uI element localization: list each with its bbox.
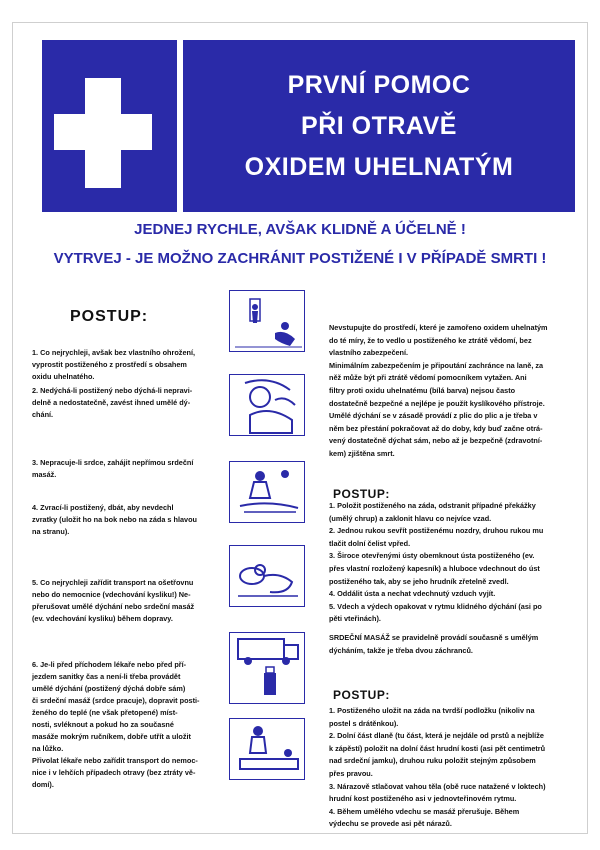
step-line: nice i v lehčích případech otravy (bez ztráty vě- (32, 768, 196, 777)
text-line: hrudní kost postiženého asi v jednovteřinovém rytmu. (329, 794, 517, 804)
step-line: nebo do nemocnice (vdechování kysliku!) Ne- (32, 590, 191, 599)
text-line: postel s drátěnkou). (329, 718, 399, 728)
left-step-2 (32, 385, 214, 421)
text-line: 3. Nárazově stlačovat vahou těla (obě ruce natažené v loktech) (329, 781, 546, 791)
left-step-5 (32, 577, 214, 625)
rescue-scene-icon (229, 290, 305, 352)
heart-massage-icon (229, 461, 305, 523)
step-line: 3. Nepracuje-li srdce, zahájit nepřímou srdeční (32, 458, 194, 467)
title-line-3: OXIDEM UHELNATÝM (244, 152, 514, 181)
ambulance-oxygen-icon (229, 632, 305, 704)
header (42, 40, 575, 212)
right-postup-1 (329, 500, 567, 626)
text-line: vlastního zabezpečení. (329, 348, 409, 358)
step-line: jezdem sanitky čas a není-li třeba provádět (32, 672, 181, 681)
text-line: 2. Jednou rukou sevřít postiženému nozdry, druhou rukou mu (329, 526, 544, 536)
text-line: 3. Široce otevřenými ústy obemknout ústa postiženého (ev. (329, 551, 535, 561)
step-line: 2. Nedýchá-li postižený nebo dýchá-li nepravi- (32, 386, 193, 395)
step-line: masáž. (32, 470, 57, 479)
step-line: (ev. vdechování kysliku) během dopravy. (32, 614, 173, 623)
step-line: 4. Zvrací-li postižený, dbát, aby nevdechl (32, 503, 174, 512)
step-line: chání. (32, 410, 54, 419)
text-line: dostatečně bezpečné a nejlépe je použít kyslíkového přístroje. (329, 398, 545, 408)
left-heading: POSTUP: (70, 308, 149, 325)
text-line: kem) zjištěna smrt. (329, 448, 395, 458)
title-line-1: PRVNÍ POMOC (287, 70, 471, 99)
step-line: nosti, svléknout a pokud ho za současné (32, 720, 174, 729)
left-step-3 (32, 457, 214, 481)
step-line: 5. Co nejrychleji zařídit transport na ošetřovnu (32, 578, 194, 587)
text-line: něž může být při ztrátě vědomí pomocníkem vytažen. Ani (329, 373, 527, 383)
right-heading-2: POSTUP: (333, 688, 390, 702)
step-line: 1. Co nejrychleji, avšak bez vlastního ohrožení, (32, 348, 196, 357)
text-line: přes vlastní rozložený kapesník) a hluboce vdechnout do úst (329, 563, 540, 573)
step-line: na lůžko. (32, 744, 64, 753)
slogan-1: JEDNEJ RYCHLE, AVŠAK KLIDNĚ A ÚČELNĚ ! (134, 221, 466, 238)
text-line: filtry proti oxidu uhelnatému (bílá barva) nejsou často (329, 385, 516, 395)
left-step-1 (32, 347, 214, 383)
text-line: vený dostatečně dýchat sám, nebo až je bezpečně (zdravotní- (329, 436, 543, 446)
step-line: vyprostit postiženého z prostředí s obsahem (32, 360, 187, 369)
title-box (183, 40, 575, 212)
text-line: postiženého tak, aby se jeho hrudník zřetelně zvedl. (329, 576, 509, 586)
text-line: Minimálním zabezpečením je připoutání zachránce na laně, za (329, 360, 544, 370)
text-line: Umělé dýchání se v zásadě provádí z plic do plic a je třeba v (329, 411, 538, 421)
text-line: 5. Vdech a výdech opakovat v rytmu klidného dýchání (asi po (329, 601, 542, 611)
left-step-4 (32, 502, 214, 538)
step-line: ženého do teplé (ne však přetopené) míst- (32, 708, 178, 717)
text-line: pěti vteřinách). (329, 614, 381, 624)
step-line: Přivolat lékaře nebo zařídit transport do nemoc- (32, 756, 198, 765)
step-line: přerušovat umělé dýchání nebo srdeční masáž (32, 602, 195, 611)
left-step-6 (32, 659, 214, 791)
text-line: přes pravou. (329, 768, 373, 778)
right-heading-1: POSTUP: (333, 487, 390, 501)
text-line: k zápěstí) položit na dolní část hrudní kosti (asi pět centimetrů (329, 743, 546, 753)
text-line: SRDEČNÍ MASÁŽ se pravidelně provádí současně s umělým (329, 633, 539, 642)
text-line: nad srdeční jamku), druhou ruku položit stejným způsobem (329, 756, 536, 766)
right-postup-2 (329, 705, 567, 831)
text-line: 1. Postiženého uložit na záda na tvrdší podložku (nikoliv na (329, 706, 535, 715)
text-line: 2. Dolní část dlaně (tu část, která je nejdále od prstů a nejblíže (329, 731, 544, 741)
step-line: delně a nedostatečně, zavést ihned umělé dý- (32, 398, 191, 407)
step-line: masáže mokrým ručníkem, dobře utřít a uložit (32, 732, 191, 741)
text-line: 4. Během umělého vdechu se masáž přerušuje. Během (329, 806, 520, 816)
step-line: na stranu). (32, 527, 70, 536)
text-line: tlačit dolní čelist vpřed. (329, 538, 411, 548)
step-line: či srdeční masáž (srdce pracuje), dopravit posti- (32, 696, 200, 705)
text-line: Nevstupujte do prostředí, které je zamořeno oxidem uhelnatým (329, 323, 548, 332)
bed-care-icon (229, 718, 305, 780)
mouth-to-mouth-icon (229, 374, 305, 436)
text-line: něm bez přestání pokračovat až do doby, kdy buď začne otrá- (329, 423, 543, 433)
step-line: oxidu uhelnatého. (32, 372, 95, 381)
text-line: 4. Oddálit ústa a nechat vdechnutý vzduch vyjít. (329, 589, 496, 599)
title-line-2: PŘI OTRAVĚ (301, 111, 457, 140)
text-line: 1. Položit postiženého na záda, odstranit případné překážky (329, 501, 536, 510)
step-line: umělé dýchání (postižený dýchá dobře sám) (32, 684, 186, 693)
slogan-2: VYTRVEJ - JE MOŽNO ZACHRÁNIT POSTIŽENÉ I V PŘÍPADĚ SMRTI ! (53, 250, 547, 267)
right-intro (329, 322, 567, 461)
text-line: dýcháním, takže je třeba dvou záchranců. (329, 645, 473, 655)
step-line: zvratky (uložit ho na bok nebo na záda s hlavou (32, 515, 198, 524)
text-line: do té míry, že to vedlo u postiženého ke ztrátě vědomí, bez (329, 335, 532, 345)
text-line: (umělý chrup) a zaklonit hlavu co nejvíce vzad. (329, 513, 492, 523)
recovery-position-icon (229, 545, 305, 607)
right-massage (329, 632, 567, 657)
step-line: 6. Je-li před příchodem lékaře nebo před pří- (32, 660, 187, 669)
text-line: výdechu se provede asi pět nárazů. (329, 819, 452, 829)
step-line: domí). (32, 780, 54, 789)
first-aid-cross-icon (42, 40, 177, 212)
